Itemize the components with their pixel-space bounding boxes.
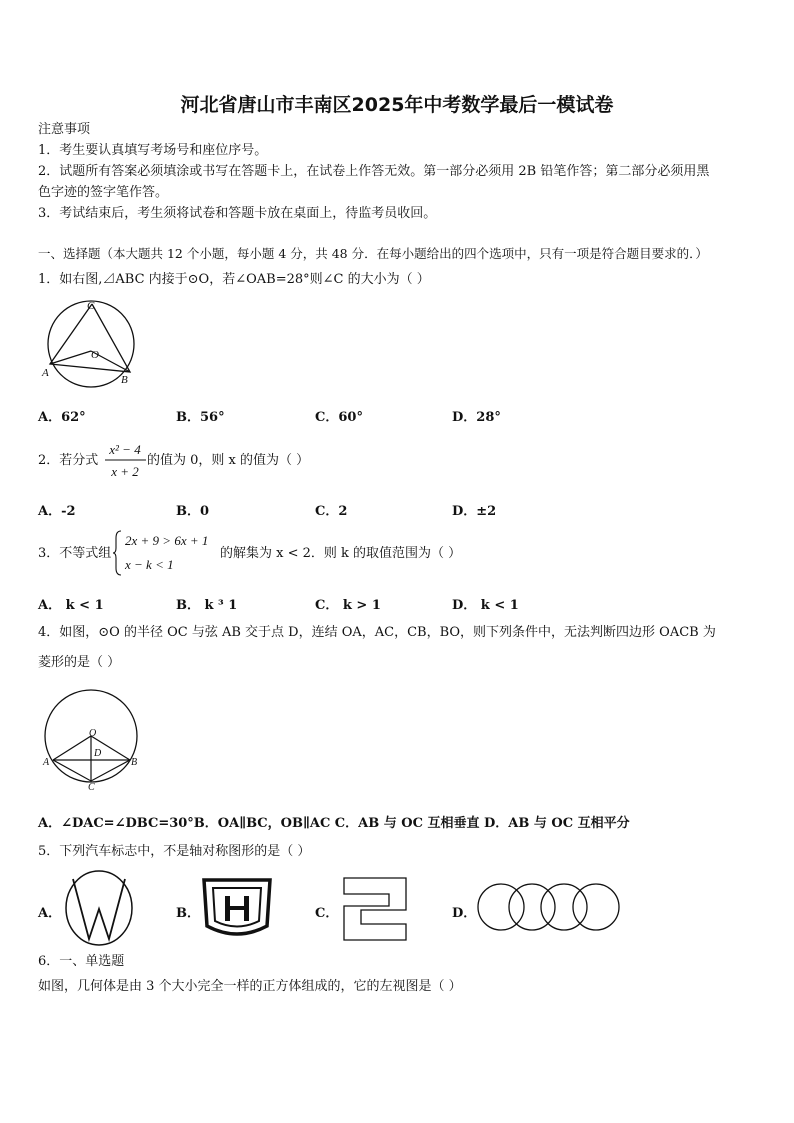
notice-item-2: 2．试题所有答案必须填涂或书写在答题卡上，在试卷上作答无效。第一部分必须用 2B 铅笔作答；第二部分必须用黑 (38, 164, 710, 179)
q4-label-d: D (94, 748, 102, 759)
q3-prefix: 3．不等式组 (38, 546, 112, 561)
q6-heading: 6．一、单选题 (38, 954, 125, 969)
q3-option-a: A． k < 1 (38, 598, 104, 613)
q5-logo-w (64, 869, 134, 947)
q1-option-a: A．62° (38, 410, 86, 425)
q5-option-c-label: C． (315, 906, 339, 921)
q3-option-c: C． k > 1 (315, 598, 381, 613)
q1-label-c: C (87, 300, 95, 312)
q1-label-a: A (42, 367, 49, 379)
q2-option-a: A．-2 (38, 504, 76, 519)
q4-options: A．∠DAC=∠DBC=30°B．OA∥BC，OB∥AC C．AB 与 OC 互相垂直 D．AB 与 OC 互相平分 (38, 816, 630, 831)
q1-option-d: D．28° (452, 410, 501, 425)
q1-option-b: B．56° (176, 410, 225, 425)
q3-brace (113, 530, 123, 576)
q2-denominator: x + 2 (111, 464, 139, 479)
q2-option-d: D．±2 (452, 504, 497, 519)
q4-stem-line-1: 4．如图，⊙O 的半径 OC 与弦 AB 交于点 D，连结 OA，AC，CB，BO，则下列条件中，无法判断四边形 OACB 为 (38, 625, 716, 640)
q3-inequality-1: 2x + 9 > 6x + 1 (125, 533, 209, 548)
q2-fraction-bar (105, 459, 147, 461)
q4-stem-line-2: 菱形的是（ ） (38, 655, 121, 670)
q2-option-c: C．2 (315, 504, 348, 519)
q1-label-o: O (91, 349, 99, 361)
q1-stem: 1．如右图,⊿ABC 内接于⊙O，若∠OAB=28°则∠C 的大小为（ ） (38, 272, 430, 287)
section-heading: 一、选择题（本大题共 12 个小题，每小题 4 分，共 48 分．在每小题给出的四个选项中，只有一项是符合题目要求的．） (38, 246, 708, 261)
q6-stem: 如图，几何体是由 3 个大小完全一样的正方体组成的，它的左视图是（ ） (38, 979, 462, 994)
page-title: 河北省唐山市丰南区2025年中考数学最后一模试卷 (180, 94, 614, 116)
q5-option-d-label: D． (452, 906, 477, 921)
q3-option-b: B． k ³ 1 (176, 598, 238, 613)
notice-heading: 注意事项 (38, 122, 91, 137)
q4-label-o: O (89, 728, 97, 739)
q3-inequality-2: x − k < 1 (125, 557, 174, 572)
q2-option-b: B．0 (176, 504, 210, 519)
q1-option-c: C．60° (315, 410, 363, 425)
q3-option-d: D． k < 1 (452, 598, 519, 613)
q4-label-a: A (43, 757, 50, 768)
notice-item-3: 3．考试结束后，考生须将试卷和答题卡放在桌面上，待监考员收回。 (38, 206, 437, 221)
q5-option-a-label: A． (38, 906, 62, 921)
q5-logo-h (200, 876, 274, 944)
q4-label-c: C (88, 782, 95, 793)
q5-logo-rings (477, 882, 621, 932)
q5-option-b-label: B． (176, 906, 200, 921)
q2-numerator: x² − 4 (109, 442, 141, 457)
q2-suffix: 的值为 0，则 x 的值为（ ） (147, 453, 310, 468)
q2-prefix: 2．若分式 (38, 453, 99, 468)
q5-logo-c (342, 876, 408, 942)
q4-label-b: B (131, 757, 138, 768)
notice-item-1: 1．考生要认真填写考场号和座位序号。 (38, 143, 268, 158)
notice-item-2-cont: 色字迹的签字笔作答。 (38, 185, 169, 200)
q3-suffix: 的解集为 x < 2．则 k 的取值范围为（ ） (220, 546, 462, 561)
q1-label-b: B (121, 374, 128, 386)
q5-stem: 5．下列汽车标志中，不是轴对称图形的是（ ） (38, 844, 311, 859)
